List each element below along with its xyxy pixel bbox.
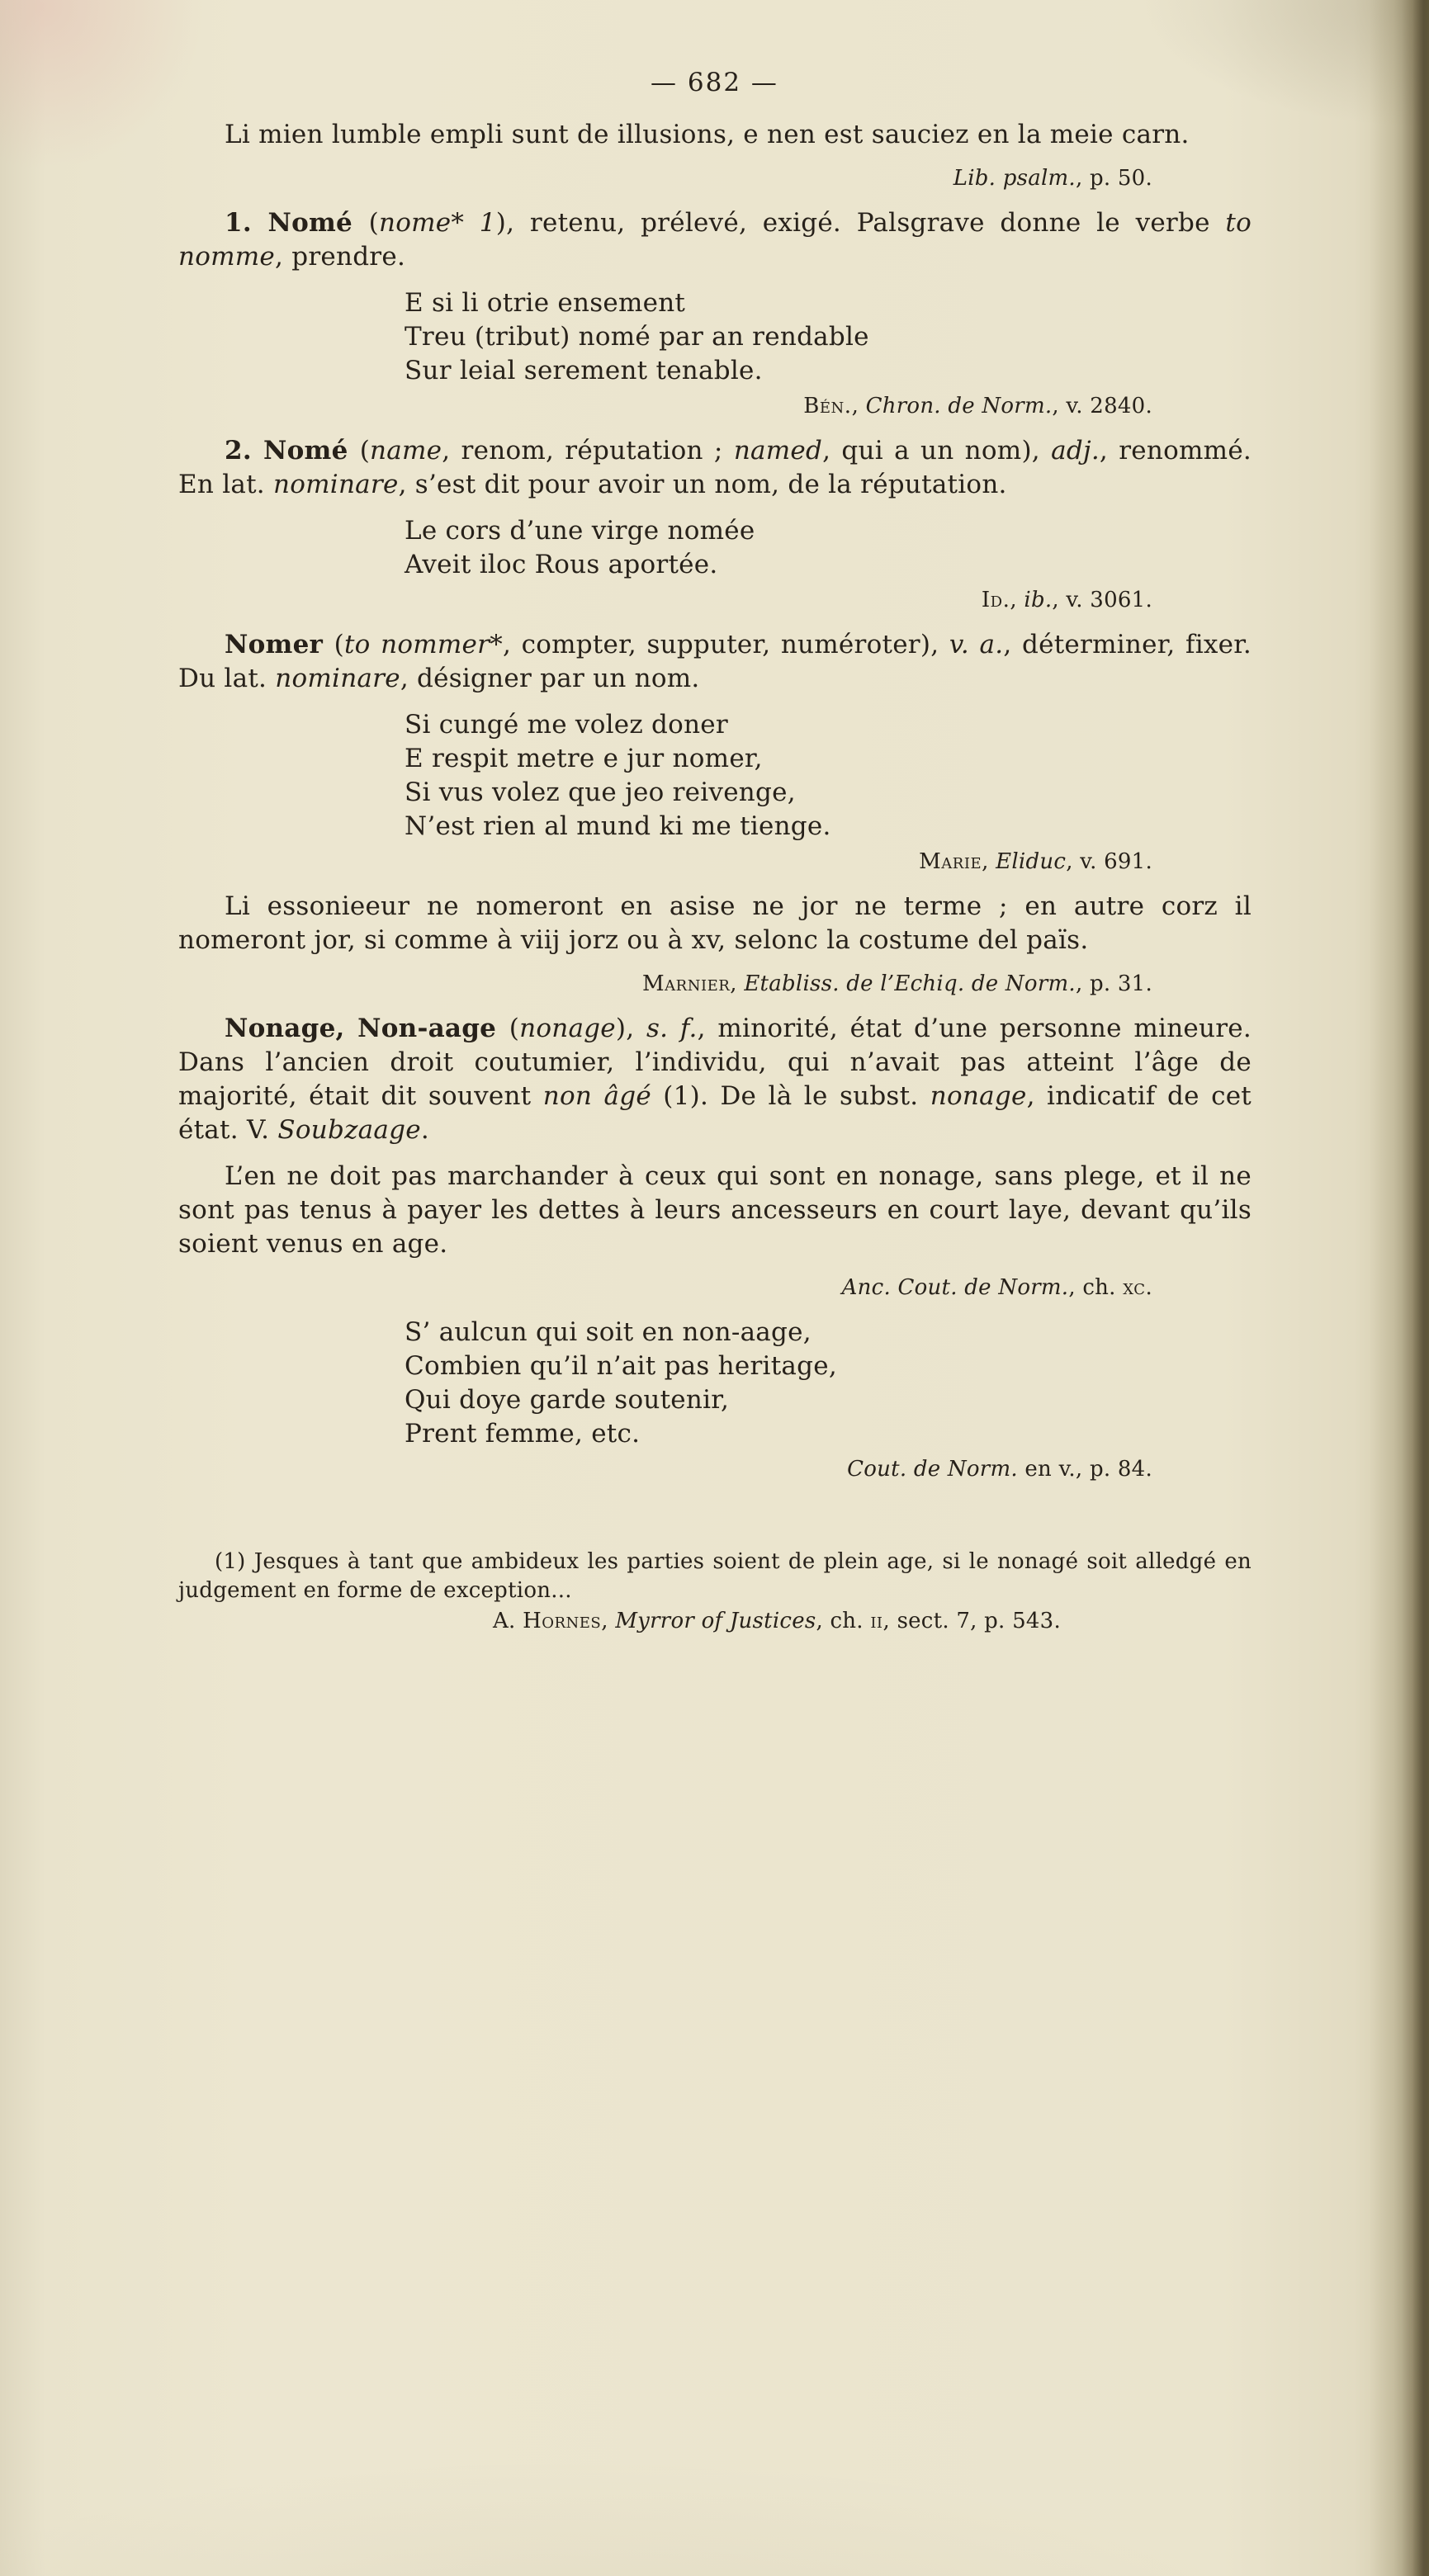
text-run: Id.: [981, 588, 1010, 612]
text-run: ),: [615, 1014, 646, 1043]
text-run: v. a.: [949, 630, 1004, 659]
paragraph: [178, 1160, 1252, 1261]
text-run: Sur leial serement tenable.: [405, 356, 763, 385]
text-run: nonage: [519, 1014, 616, 1043]
citation: [178, 1455, 1152, 1483]
text-run: Hornes: [523, 1609, 602, 1633]
verse-line: [405, 776, 1252, 810]
text-run: , prendre.: [275, 242, 406, 272]
text-run: Le cors d’une virge nomée: [405, 516, 755, 546]
text-run: E si li otrie ensement: [405, 288, 686, 318]
text-run: ,: [1010, 588, 1024, 612]
text-run: Aveit iloc Rous aportée.: [405, 550, 718, 579]
text-run: , p. 50.: [1075, 166, 1152, 191]
text-run: to nommer*: [343, 630, 503, 659]
page-binding-shadow: [1370, 0, 1429, 2576]
verse-line: [405, 1349, 1252, 1383]
citation: [178, 1274, 1152, 1302]
paragraph: [178, 434, 1252, 502]
citation: [178, 970, 1152, 998]
text-run: , désigner par un nom.: [400, 664, 700, 693]
text-run: E respit metre e jur nomer,: [405, 744, 763, 773]
text-run: Marie: [919, 849, 982, 874]
text-run: ,: [601, 1609, 616, 1633]
text-run: nominare: [273, 470, 399, 499]
text-run: , p. 31.: [1075, 971, 1152, 996]
paragraph: [178, 206, 1252, 274]
citation: [178, 586, 1152, 614]
text-run: Si vus volez que jeo reivenge,: [405, 778, 796, 807]
text-run: L’en ne doit pas marchander à ceux qui sont en nonage, sans plege, et il ne sont pas tenus à payer les dettes à leurs ancesseurs en court laye, devant qu’ils soient venus en age.: [178, 1161, 1252, 1259]
text-run: , v. 691.: [1066, 849, 1152, 874]
text-run: , indicatif de cet état. V.: [178, 1081, 1252, 1145]
verse-line: [405, 354, 1252, 388]
text-run: Qui doye garde soutenir,: [405, 1385, 730, 1415]
text-run: nonage: [930, 1081, 1027, 1111]
text-run: en v., p. 84.: [1017, 1457, 1152, 1482]
text-run: Soubzaage: [277, 1115, 421, 1145]
text-run: Nonage, Non-aage: [225, 1014, 509, 1043]
text-run: (1) Jesques à tant que ambideux les parties soient de plein age, si le nonagé soit alledgé en judgement en forme de exception...: [178, 1549, 1252, 1603]
text-run: , renom, réputation ;: [442, 436, 734, 466]
verse-line: [405, 810, 1252, 844]
text-run: 2. Nomé: [225, 436, 360, 466]
text-run: s. f.: [646, 1014, 698, 1043]
text-run: Eliduc: [996, 849, 1067, 874]
text-run: A.: [493, 1609, 523, 1633]
paragraph: [178, 118, 1252, 152]
text-run: , déterminer, fixer. Du lat.: [178, 630, 1252, 693]
footnote: [178, 1548, 1252, 1605]
text-run: ii: [870, 1609, 883, 1633]
text-run: , ch.: [1068, 1275, 1124, 1300]
verse-line: [405, 514, 1252, 548]
citation: [178, 164, 1152, 192]
text-run: , qui a un nom),: [822, 436, 1052, 466]
footnote-citation: [178, 1607, 1252, 1636]
text-run: xc: [1123, 1275, 1146, 1300]
text-run: .: [1145, 1275, 1152, 1300]
paragraph: [178, 1012, 1252, 1147]
verse-line: [405, 708, 1252, 742]
text-run: ,: [982, 849, 996, 874]
text-run: to nomme: [178, 208, 1252, 272]
text-run: Prent femme, etc.: [405, 1419, 641, 1449]
text-run: N’est rien al mund ki me tienge.: [405, 811, 831, 841]
text-run: non âgé: [542, 1081, 651, 1111]
text-run: Anc. Cout. de Norm.: [841, 1275, 1069, 1300]
text-run: Combien qu’il n’ait pas heritage,: [405, 1351, 837, 1381]
text-run: S’ aulcun qui soit en non-aage,: [405, 1317, 812, 1347]
text-run: (1). De là le subst.: [651, 1081, 930, 1111]
text-run: nome* 1: [379, 208, 496, 238]
paragraph: [178, 628, 1252, 696]
text-run: , renommé. En lat.: [178, 436, 1252, 499]
verse-line: [405, 286, 1252, 320]
text-run: Li mien lumble empli sunt de illusions, e nen est sauciez en la meie carn.: [225, 120, 1190, 149]
text-run: , minorité, état d’une personne mineure. Dans l’ancien droit coutumier, l’individu, qui n’avait pas atteint l’âge de majorité, était dit souvent: [178, 1014, 1252, 1111]
page-number: — 682 —: [651, 68, 778, 97]
text-run: (: [509, 1014, 520, 1043]
citation: [178, 392, 1152, 420]
text-run: nominare: [275, 664, 400, 693]
text-run: (: [368, 208, 379, 238]
text-run: , sect. 7, p. 543.: [882, 1609, 1061, 1633]
citation: [178, 848, 1152, 876]
text-run: Treu (tribut) nomé par an rendable: [405, 322, 869, 352]
text-run: Myrror of Justices: [615, 1609, 816, 1633]
verse-line: [405, 548, 1252, 582]
text-run: adj.: [1051, 436, 1100, 466]
text-run: name: [370, 436, 442, 466]
page-content: [178, 106, 1252, 1636]
text-run: , v. 3061.: [1052, 588, 1152, 612]
text-run: 1. Nomé: [225, 208, 369, 238]
text-run: Cout. de Norm.: [847, 1457, 1018, 1482]
text-run: Chron. de Norm.: [865, 394, 1053, 418]
text-run: .: [420, 1115, 429, 1145]
text-run: named: [733, 436, 823, 466]
text-run: ), retenu, prélevé, exigé. Palsgrave donne le verbe: [495, 208, 1226, 238]
text-run: (: [334, 630, 344, 659]
text-run: Li essonieeur ne nomeront en asise ne jor ne terme ; en autre corz il nomeront jor, si comme à viij jorz ou à xv, selonc la costume del païs.: [178, 891, 1252, 955]
text-run: , v. 2840.: [1052, 394, 1152, 418]
text-run: ,: [730, 971, 745, 996]
text-run: Lib. psalm.: [953, 166, 1076, 191]
verse-line: [405, 320, 1252, 354]
text-run: , ch.: [816, 1609, 871, 1633]
verse-line: [405, 1316, 1252, 1349]
text-run: Etabliss. de l’Echiq. de Norm.: [744, 971, 1076, 996]
paragraph: [178, 890, 1252, 957]
verse-line: [405, 742, 1252, 776]
text-run: Bén.: [803, 394, 852, 418]
text-run: (: [359, 436, 371, 466]
verse-line: [405, 1383, 1252, 1417]
text-run: , s’est dit pour avoir un nom, de la réputation.: [398, 470, 1007, 499]
text-run: Nomer: [225, 630, 334, 659]
verse-line: [405, 1417, 1252, 1451]
text-run: ib.: [1024, 588, 1053, 612]
text-run: Si cungé me volez doner: [405, 710, 728, 740]
text-run: , compter, supputer, numéroter),: [502, 630, 949, 659]
text-run: ,: [851, 394, 866, 418]
text-run: Marnier: [642, 971, 731, 996]
